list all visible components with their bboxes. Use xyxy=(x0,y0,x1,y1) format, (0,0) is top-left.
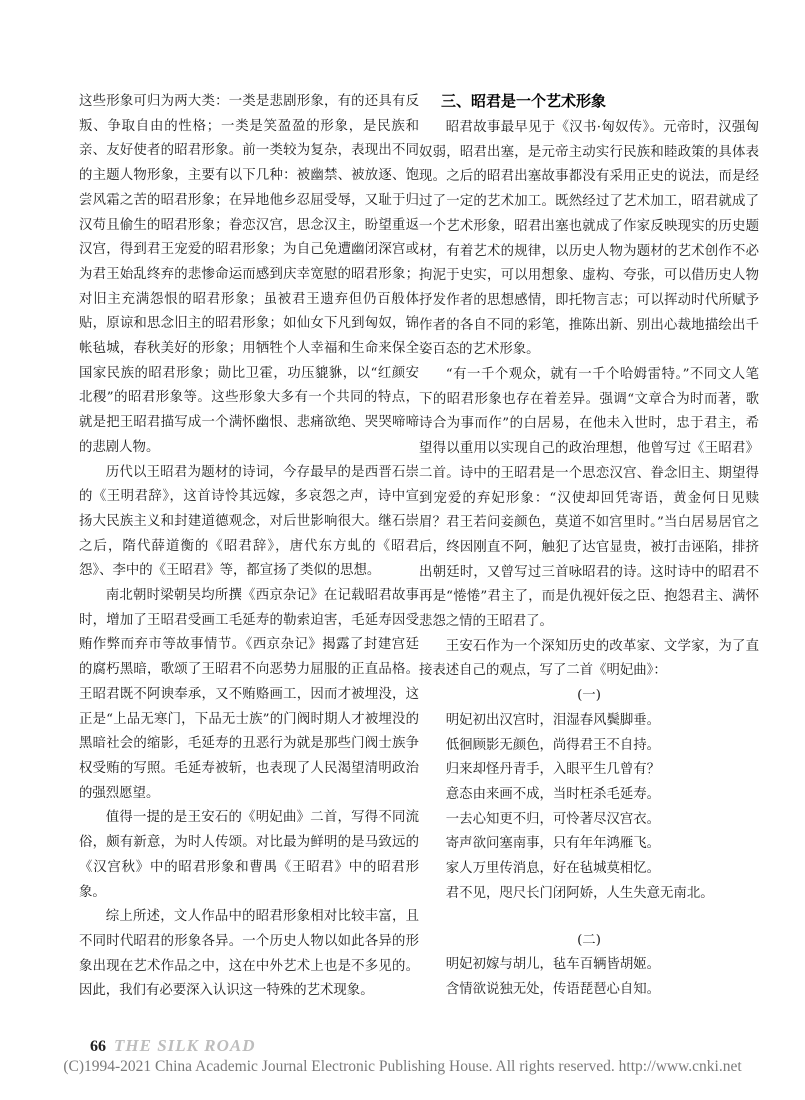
poem-line: 家人万里传消息，好在毡城莫相忆。 xyxy=(445,861,661,877)
poem-number: (二) xyxy=(577,932,601,948)
poem-line: 含情欲说独无处，传语琵琶心自知。 xyxy=(445,981,661,997)
left-column xyxy=(79,90,419,1004)
body-paragraph: 昭君故事最早见于《汉书·匈奴传》。元帝时，汉强匈奴弱，昭君出塞，是元帝主动实行民族和睦政策的具体表现。之后的昭君出塞故事都没有采用正史的说法，而是经过了一定的艺术加工。既然经过了艺术加工，昭君就成了一个艺术形象，昭君出塞也就成了作家反映现实的历史题材，有着艺术的规律，以历史人物为题材的艺术创作不必拘泥于史实，可以用想象、虚构、夸张，可以借历史人物抒发作者的思想感情，即托物言志；可以挥动时代所赋予作者的各自不同的彩笔，推陈出新、别出心裁地描绘出千姿百态的艺术形象。 xyxy=(419,120,759,358)
poem-line: 寄声欲问塞南事，只有年年鸿雁飞。 xyxy=(445,836,661,852)
body-paragraph: 南北朝时梁朝吴均所撰《西京杂记》在记载昭君故事时，增加了王昭君受画工毛延寿的勒索迫害，毛延寿因受贿作弊而弃市等故事情节。《西京杂记》揭露了封建宫廷的腐朽黑暗，歌颂了王昭君不向恶势力屈服的正直品格。王昭君既不阿谀奉承，又不贿赂画工，因而才被埋没，这正是“上品无寒门，下品无士族”的门阀时期人才被埋没的黑暗社会的缩影，毛延寿的丑恶行为就是那些门阀士族争权受贿的写照。毛延寿被斩，也表现了人民渴望清明政治的强烈愿望。 xyxy=(79,588,419,801)
body-paragraph: “有一千个观众，就有一千个哈姆雷特。”不同文人笔下的昭君形象也存在着差异。强调“文章合为时而著，歌诗合为事而作”的白居易，在他未入世时，忠于君主，希望得以重用以实现自己的政治理想，他曾写过《王昭君》二首。诗中的王昭君是一个思恋汉宫、眷念旧主、期望得到宠爱的弃妃形象：“汉使却回凭寄语，黄金何日见赎眉？君王若问妾颜色，莫道不如宫里时。”当白居易居官之后，终因刚直不阿，触犯了达官显贵，被打击诬陷，排挤出朝廷时，又曾写过三首咏昭君的诗。这时诗中的昭君不再是“惓惓”君主了，而是仇视奸佞之臣、抱怨君主、满怀悲怨之情的王昭君了。 xyxy=(419,367,759,630)
body-paragraph: 综上所述，文人作品中的昭君形象相对比较丰富，且不同时代昭君的形象各异。一个历史人物以如此各异的形象出现在艺术作品之中，这在中外艺术上也是不多见的。因此，我们有必要深入认识这一特殊的艺术现象。 xyxy=(79,909,419,999)
body-paragraph: 这些形象可归为两大类：一类是悲剧形象，有的还具有反叛、争取自由的性格；一类是笑盈盈的形象，是民族和亲、友好使者的昭君形象。前一类较为复杂，表现出不同的主题人物形象，主要有以下几种：被幽禁、被放逐、饱尝风霜之苦的昭君形象；在异地他乡忍屈受辱，又耻于归汉苟且偷生的昭君形象；眷恋汉宫，思念汉主，盼望重返汉宫，得到君王宠爱的昭君形象；为自己免遭幽闭深宫或为君王始乱终弃的悲惨命运而感到庆幸宽慰的昭君形象；对旧主充满怨恨的昭君形象；虽被君王遗弃但仍百般体贴，原谅和思念旧主的昭君形象；如仙女下凡到匈奴，锦帐毡城，春秋美好的形象；用牺牲个人幸福和生命来保全国家民族的昭君形象；勋比卫霍，功压貔貅，以“红颜安北稷”的昭君形象等。这些形象大多有一个共同的特点，就是把王昭君描写成一个满怀幽恨、悲痛欲绝、哭哭啼啼的悲剧人物。 xyxy=(79,94,419,455)
section-title: 三、昭君是一个艺术形象 xyxy=(441,92,607,110)
poem-line: 一去心知更不归，可怜著尽汉宫衣。 xyxy=(445,811,661,827)
poem-line: 明妃初嫁与胡儿，毡车百辆皆胡姬。 xyxy=(445,957,661,973)
poem-number: (一) xyxy=(577,688,601,704)
poem-one xyxy=(419,709,759,907)
body-paragraph: 值得一提的是王安石的《明妃曲》二首，写得不同流俗，颇有新意，为时人传颂。对比最为鲜明的是马致远的《汉宫秋》中的昭君形象和曹禺《王昭君》中的昭君形象。 xyxy=(79,810,419,900)
copyright-line: (C)1994-2021 China Academic Journal Electronic Publishing House. All rights reserved. http://www.cnki.net xyxy=(63,1058,742,1075)
poem-line: 归来却怪丹青手，入眼平生几曾有？ xyxy=(445,762,661,778)
page-footer xyxy=(90,1036,255,1056)
poem-line: 君不见，咫尺长门闭阿娇，人生失意无南北。 xyxy=(445,885,714,901)
journal-name: THE SILK ROAD xyxy=(114,1036,256,1055)
poem-line: 低徊顾影无颜色，尚得君王不自持。 xyxy=(445,737,661,753)
right-column xyxy=(419,90,759,1003)
poem-line: 明妃初出汉宫时，泪湿春风鬓脚垂。 xyxy=(445,712,661,728)
poem-two xyxy=(419,953,759,1002)
body-paragraph: 王安石作为一个深知历史的改革家、文学家，为了直接表述自己的观点，写了二首《明妃曲》： xyxy=(419,638,759,679)
page-number: 66 xyxy=(90,1038,106,1055)
body-paragraph: 历代以王昭君为题材的诗词，今存最早的是西晋石崇的《王明君辞》，这首诗怜其远嫁，多哀怨之声，诗中宣扬大民族主义和封建道德观念，对后世影响很大。继石崇之后，隋代薛道衡的《昭君辞》，唐代东方虬的《昭君怨》、李中的《王昭君》等，都宣扬了类似的思想。 xyxy=(79,464,419,579)
poem-line: 意态由来画不成，当时枉杀毛延寿。 xyxy=(445,786,661,802)
